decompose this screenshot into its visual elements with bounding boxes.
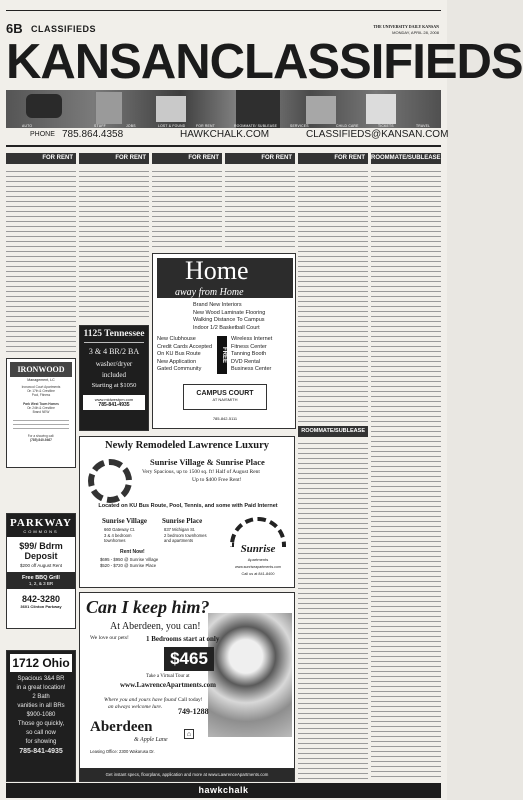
place-addr-2: 2 bedroom townhomes — [164, 532, 207, 538]
website-link[interactable]: HAWKCHALK.COM — [180, 129, 270, 140]
aberdeen-phone: 749-1288 — [178, 707, 209, 716]
col-1-listings — [6, 168, 76, 356]
ironwood-line-4: Park West Town Homes — [23, 401, 59, 406]
phone-label: PHONE — [30, 131, 55, 138]
car-photo — [26, 94, 62, 118]
tennessee-line-2: washer/dryer — [95, 360, 133, 368]
campus-court-name: CAMPUS COURT — [196, 390, 254, 397]
parkway-deposit: $99/ Bdrm Deposit — [19, 541, 63, 561]
header-rule — [6, 10, 441, 11]
aberdeen-call: Call today! — [178, 697, 203, 703]
home-free-1: Wireless Internet — [231, 336, 273, 342]
equal-housing-icon: ⌂ — [184, 729, 194, 739]
sun-icon — [88, 459, 132, 503]
masthead-kansan: KANSAN — [6, 35, 210, 89]
home-free-5: Business Center — [231, 366, 272, 372]
tickets-photo — [366, 94, 396, 124]
village-addr-3: townhomes — [104, 538, 126, 543]
ohio-line-4: vanities in all BRs — [17, 703, 65, 709]
aberdeen-logo: Aberdeen — [90, 719, 153, 735]
sunrise-village: Sunrise Village — [102, 517, 147, 525]
services-photo — [306, 96, 336, 124]
aberdeen-price: $465 — [164, 647, 214, 671]
phone-number[interactable]: 785.864.4358 — [62, 129, 124, 140]
home-feature-3: Walking Distance To Campus — [193, 317, 265, 323]
issue-date: MONDAY, APRIL 28, 2008 — [392, 30, 439, 35]
cat-roommate: ROOMMATE/ SUBLEASE — [234, 124, 278, 128]
parkway-logo-sub: COMMONS — [23, 529, 59, 534]
parkway-deposit-2: $200 off August Rent — [20, 563, 62, 568]
village-addr-1: 660 Gateway Ct. — [104, 527, 136, 532]
sunrise-rent-now: Rent Now! — [120, 549, 145, 555]
ironwood-line-5: On 24th & Crestline — [27, 405, 55, 410]
tennessee-line-3: included — [101, 371, 127, 379]
ironwood-line-7: For a showing call: — [27, 434, 55, 439]
ohio-line-3: 2 Bath — [32, 694, 50, 700]
cat-services: SERVICES — [290, 124, 309, 128]
campus-court-sub: AT NAISMITH — [212, 397, 238, 402]
parkway-bbq: Free BBQ Grill — [22, 575, 60, 581]
col-heading-2: FOR RENT — [79, 153, 149, 164]
tennessee-line-4: Starting at $1050 — [91, 382, 137, 389]
ironwood-line-2: On 17th & Crestline — [27, 389, 55, 394]
sunrise-location: Located on KU Bus Route, Pool, Tennis, and some with Paid Internet — [98, 503, 278, 509]
footer-logo[interactable]: hawkchalk — [198, 785, 249, 795]
ironwood-phone: (785) 840-9467 — [30, 438, 52, 443]
cat-stuff: STUFF — [94, 124, 106, 128]
home-amenity-2: Credit Cards Accepted — [157, 343, 213, 350]
ironwood-ad[interactable] — [6, 358, 76, 468]
sunrise-title: Sunrise Village & Sunrise Place — [150, 457, 265, 467]
col-heading-4: FOR RENT — [225, 153, 295, 164]
parkway-ad[interactable] — [6, 513, 76, 629]
aberdeen-always: an always welcome lure. — [108, 704, 163, 710]
dog-photo — [208, 613, 292, 737]
stuff-photo — [96, 92, 122, 124]
home-free-3: Tanning Booth — [231, 351, 267, 357]
sunrise-headline: Newly Remodeled Lawrence Luxury — [105, 440, 269, 451]
email-link[interactable]: CLASSIFIEDS@KANSAN.COM — [306, 129, 449, 140]
aberdeen-logo-sub: & Apple Lane — [134, 737, 168, 743]
aberdeen-pets: We love our pets! — [90, 635, 129, 641]
parkway-logo: PARKWAY — [9, 517, 72, 529]
aberdeen-ad[interactable] — [79, 592, 295, 782]
ironwood-logo: IRONWOOD — [10, 362, 72, 377]
col-heading-5: FOR RENT — [298, 153, 368, 164]
section-name: CLASSIFIEDS — [31, 24, 97, 34]
masthead — [6, 35, 523, 89]
cat-travel: TRAVEL — [416, 124, 431, 128]
sunrise-ad[interactable] — [79, 436, 295, 588]
col-heading-3: FOR RENT — [152, 153, 222, 164]
cat-tickets: TICKETS — [378, 124, 394, 128]
col-4-listings — [225, 168, 295, 248]
tennessee-line-1: 3 & 4 BR/2 BA — [88, 347, 140, 356]
ohio-title: 1712 Ohio — [10, 654, 72, 672]
aberdeen-web[interactable]: www.LawrenceApartments.com — [120, 681, 216, 689]
cat-auto: AUTO — [22, 124, 33, 128]
col-2-listings — [79, 168, 149, 320]
village-addr-2: 3 & 4 bedroom — [104, 532, 132, 538]
home-free-badge: FREE — [217, 336, 227, 374]
sunrise-logo: Sunrise — [240, 543, 276, 555]
aberdeen-tour: Take a Virtual Tour at — [146, 674, 190, 679]
sunrise-price-1: $695 - $950 @ Sunrise Village — [100, 557, 159, 562]
jobs-photo — [156, 96, 186, 122]
parkway-address: 3601 Clinton Parkway — [20, 604, 62, 609]
ohio-line-2: in a great location! — [16, 685, 66, 691]
home-amenity-4: New Application — [157, 358, 197, 365]
ironwood-line-1: Ironwood Court Apartments — [21, 385, 61, 389]
ironwood-line-6: Brand NEW — [32, 410, 50, 415]
photo-banner — [6, 90, 441, 128]
tennessee-web: www.midwestpm.com — [94, 397, 134, 402]
section-number: 6B — [6, 21, 23, 36]
col-6-listings — [371, 168, 441, 780]
col-5-listings — [298, 168, 368, 423]
ohio-line-6: Those go quickly, — [17, 721, 65, 727]
ohio-phone: 785-841-4935 — [19, 748, 63, 755]
col-5-roommate-listings — [298, 440, 368, 780]
col-heading-6: ROOMMATE/SUBLEASE — [371, 153, 441, 164]
col-5-roommate-heading: ROOMMATE/SUBLEASE — [298, 426, 368, 437]
aberdeen-feel: Where you and yours have found — [104, 697, 177, 703]
parkway-bbq-2: 1, 2, & 3 BR — [28, 581, 54, 586]
ironwood-sub: Management, LC — [27, 378, 55, 382]
home-free-4: DVD Rental — [231, 358, 261, 365]
masthead-classifieds: CLASSIFIEDS — [209, 35, 523, 89]
home-feature-4: Indoor 1/2 Basketball Court — [193, 324, 260, 331]
campus-court-logo — [183, 384, 267, 410]
home-away-ad[interactable] — [152, 253, 296, 429]
cat-for-rent: FOR RENT — [196, 124, 215, 128]
home-feature-2: New Wood Laminate Flooring — [193, 309, 266, 316]
tennessee-phone: 785-841-4935 — [98, 402, 130, 408]
ironwood-line-3: Pool, Fitness — [31, 393, 51, 398]
place-addr-1: 837 Michigan St. — [164, 527, 196, 532]
col-3-listings — [152, 168, 222, 248]
sunrise-call: Call us at 841-8400 — [241, 572, 275, 576]
ohio-line-5: $900-1080 — [26, 712, 56, 718]
parkway-logo-block — [7, 514, 75, 537]
aberdeen-special: 1 Bedrooms start at only — [146, 635, 220, 643]
sunrise-sub-2: Up to $400 Free Rent! — [192, 477, 242, 483]
home-amenity-5: Gated Community — [157, 366, 202, 372]
aberdeen-sub: At Aberdeen, you can! — [110, 621, 201, 632]
aberdeen-footer: Get instant specs, floorplans, application and more at www.LawrenceApartments.com — [80, 768, 294, 781]
sunrise-web[interactable]: www.sunriseapartments.com — [235, 565, 281, 569]
home-amenity-1: New Clubhouse — [157, 336, 196, 342]
place-addr-3: and apartments — [164, 538, 194, 543]
ohio-ad[interactable] — [6, 650, 76, 782]
parkway-phone: 842-3280 — [21, 594, 61, 604]
aberdeen-address: Leasing Office: 2300 Wakarusa Dr. — [90, 749, 155, 754]
contact-rule — [6, 145, 441, 147]
cat-lost-found: LOST & FOUND — [158, 124, 186, 128]
cat-child-care: CHILD CARE — [336, 124, 359, 128]
ohio-line-8: for showing — [25, 739, 57, 745]
people-photo — [236, 90, 280, 128]
home-amenity-3: On KU Bus Route — [157, 351, 201, 357]
sunrise-place: Sunrise Place — [162, 517, 203, 525]
col-heading-1: FOR RENT — [6, 153, 76, 164]
sunrise-price-2: $520 - $720 @ Sunrise Place — [100, 563, 157, 568]
tennessee-title: 1125 Tennessee — [83, 329, 145, 339]
campus-court-phone: 785-842-5111 — [212, 416, 238, 421]
ohio-line-7: so call now — [26, 730, 56, 736]
paper-name: THE UNIVERSITY DAILY KANSAN — [373, 24, 439, 29]
home-feature-1: Brand New Interiors — [193, 302, 242, 308]
home-title: Home — [185, 256, 249, 285]
home-free-2: Fitness Center — [231, 343, 267, 350]
home-subtitle: away from Home — [175, 287, 244, 298]
ohio-line-1: Spacious 3&4 BR — [17, 676, 65, 682]
cat-jobs: JOBS — [126, 124, 136, 128]
sunrise-sub: Very Spacious, up to 1500 sq. ft! Half of August Rent — [142, 469, 260, 475]
aberdeen-headline: Can I keep him? — [86, 597, 210, 617]
tennessee-ad[interactable] — [79, 325, 149, 431]
sunrise-logo-sub: Apartments — [247, 557, 269, 562]
